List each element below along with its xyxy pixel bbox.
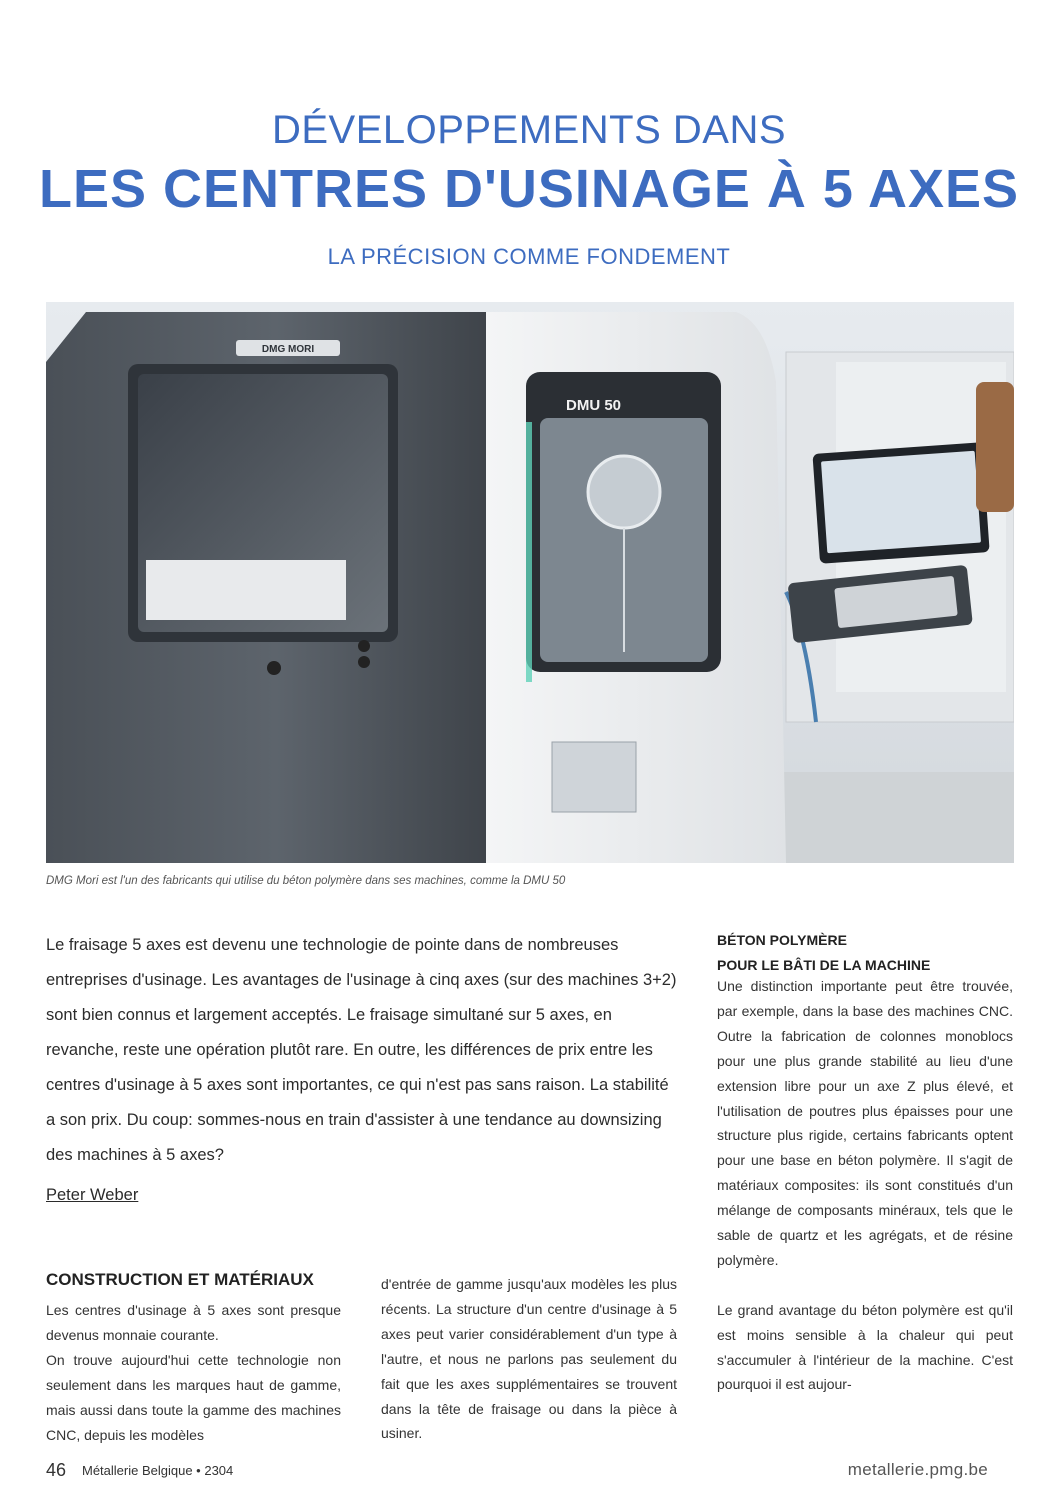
section-heading-beton: [717, 928, 1017, 978]
beton-heading-line-2: POUR LE BÂTI DE LA MACHINE: [717, 957, 931, 973]
construction-para-2: On trouve aujourd'hui cette technologie non seulement dans les marques haut de gamme, mais aussi dans toute la gamme des machines CNC, depuis les modèles: [46, 1351, 341, 1443]
page-number: 46: [46, 1460, 67, 1480]
column-2: [381, 1272, 677, 1446]
subtitle: LA PRÉCISION COMME FONDEMENT: [327, 244, 731, 269]
machine-photo: [46, 302, 1014, 863]
title-line-2: LES CENTRES D'USINAGE À 5 AXES: [38, 159, 1019, 219]
magazine-name: Métallerie Belgique • 2304: [82, 1463, 234, 1478]
column-1: [46, 1298, 341, 1447]
brand-label-text: DMG MORI: [261, 344, 315, 355]
beton-para-2: Le grand avantage du béton polymère est qu'il est moins sensible à la chaleur qui peut s'accumuler à l'intérieur de la machine. C'est pourquoi il est aujour-: [717, 1301, 1013, 1393]
author-name: Peter Weber: [46, 1186, 139, 1204]
photo-caption: DMG Mori est l'un des fabricants qui utilise du béton polymère dans ses machines, comme la DMU 50: [46, 875, 566, 887]
column-3: [717, 974, 1013, 1397]
section-heading-construction: CONSTRUCTION ET MATÉRIAUX: [46, 1270, 314, 1289]
title-line-1: DÉVELOPPEMENTS DANS: [271, 108, 787, 152]
intro-paragraph: Le fraisage 5 axes est devenu une technologie de pointe dans de nombreuses entreprises d'usinage. Les avantages de l'usinage à cinq axes (sur des machines 3+2) sont bien connus et largement acceptés. Le fraisage simultané sur 5 axes, en revanche, reste une opération plutôt rare. En outre, les différences de prix entre les centres d'usinage à 5 axes sont importantes, ce qui n'est pas sans raison. La stabilité a son prix. Du coup: sommes-nous en train d'assister à une tendance au downsizing des machines à 5 axes?: [46, 936, 677, 1164]
website-link[interactable]: metallerie.pmg.be: [847, 1460, 988, 1479]
beton-para-1: Une distinction importante peut être trouvée, par exemple, dans la base des machines CNC. Outre la fabrication de colonnes monoblocs pour une plus grande stabilité au lieu d'une extension libre pour un axe Z plus élevé, et l'utilisation de poutres plus épaisses pour une structure plus rigide, certains fabricants optent pour une base en béton polymère. Il s'agit de matériaux composites: ils sont constitués d'un mélange de composants minéraux, tels que le sable de quartz et les agrégats, et de résine polymère.: [717, 978, 1013, 1268]
beton-heading-line-1: BÉTON POLYMÈRE: [717, 932, 847, 948]
construction-col2-text: d'entrée de gamme jusqu'aux modèles les plus récents. La structure d'un centre d'usinage à 5 axes peut varier considérablement d'un type à l'autre, et nous ne parlons pas seulement du fait que les axes supplémentaires se trouvent dans la tête de fraisage ou dans la pièce à usiner.: [381, 1276, 677, 1442]
model-label-text: DMU 50: [566, 397, 622, 414]
construction-para-1: Les centres d'usinage à 5 axes sont presque devenus monnaie courante.: [46, 1302, 341, 1343]
